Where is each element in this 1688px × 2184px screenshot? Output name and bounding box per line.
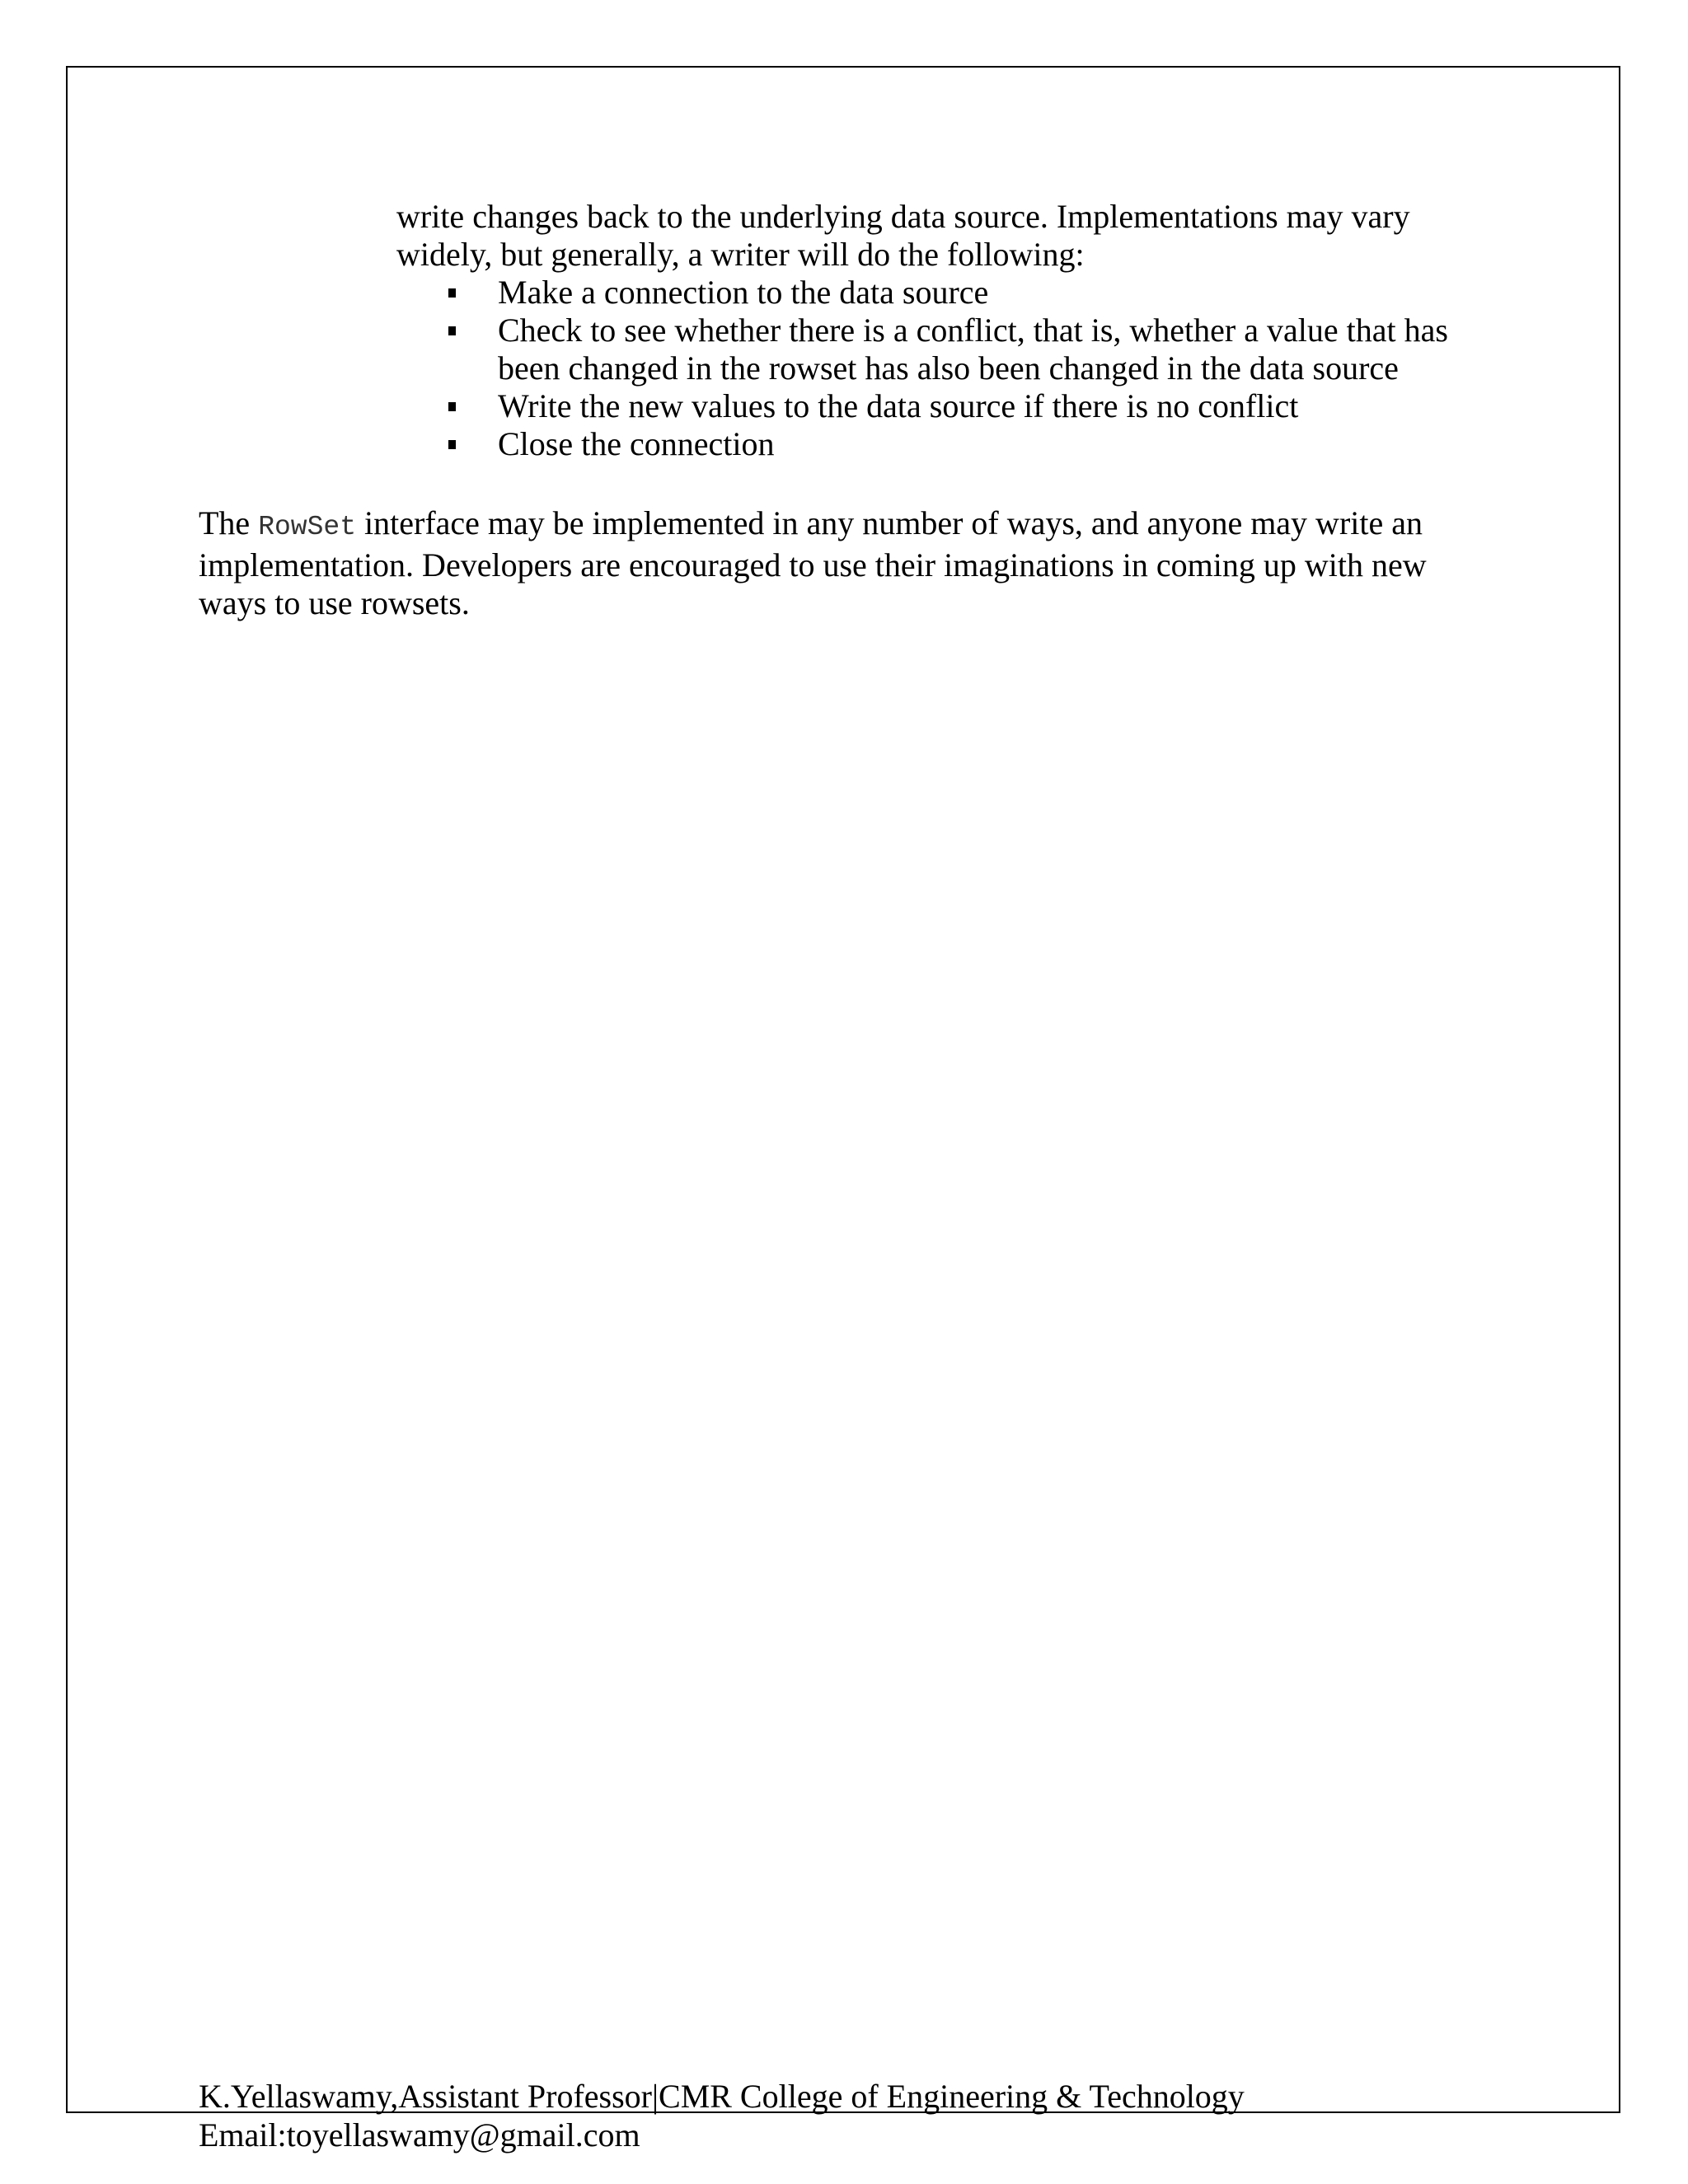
square-bullet-icon [448, 326, 456, 335]
list-item [446, 274, 1517, 312]
closing-line-1 [199, 504, 1468, 546]
square-bullet-icon [448, 402, 456, 411]
closing-paragraph [199, 504, 1468, 622]
intro-line-1: write changes back to the underlying data source. Implementations may vary [396, 198, 1410, 235]
writer-steps-list [446, 274, 1517, 463]
list-item-text: Write the new values to the data source if there is no conflict [498, 387, 1299, 424]
square-bullet-icon [448, 440, 456, 449]
square-bullet-icon [448, 288, 456, 298]
closing-line-2: implementation. Developers are encouraged to use their imaginations in coming up with new [199, 546, 1427, 583]
list-item-text: Close the connection [498, 425, 775, 462]
closing-line-3: ways to use rowsets. [199, 584, 470, 621]
list-item-text: Check to see whether there is a conflict, that is, whether a value that has [498, 312, 1448, 349]
list-item [446, 425, 1517, 463]
page-footer [199, 2077, 1245, 2154]
list-item [446, 387, 1517, 425]
footer-author: K.Yellaswamy,Assistant Professor|CMR College of Engineering & Technology [199, 2078, 1245, 2115]
intro-paragraph [396, 198, 1468, 274]
list-item [446, 312, 1517, 387]
list-item-text-continued: been changed in the rowset has also been changed in the data source [498, 349, 1399, 387]
footer-email: Email:toyellaswamy@gmail.com [199, 2116, 640, 2154]
intro-line-2: widely, but generally, a writer will do the following: [396, 236, 1085, 273]
closing-line-1-start: The [199, 504, 259, 541]
list-item-text: Make a connection to the data source [498, 274, 989, 311]
rowset-code-term: RowSet [258, 512, 357, 542]
closing-line-1-end: interface may be implemented in any number of ways, and anyone may write an [356, 504, 1423, 541]
